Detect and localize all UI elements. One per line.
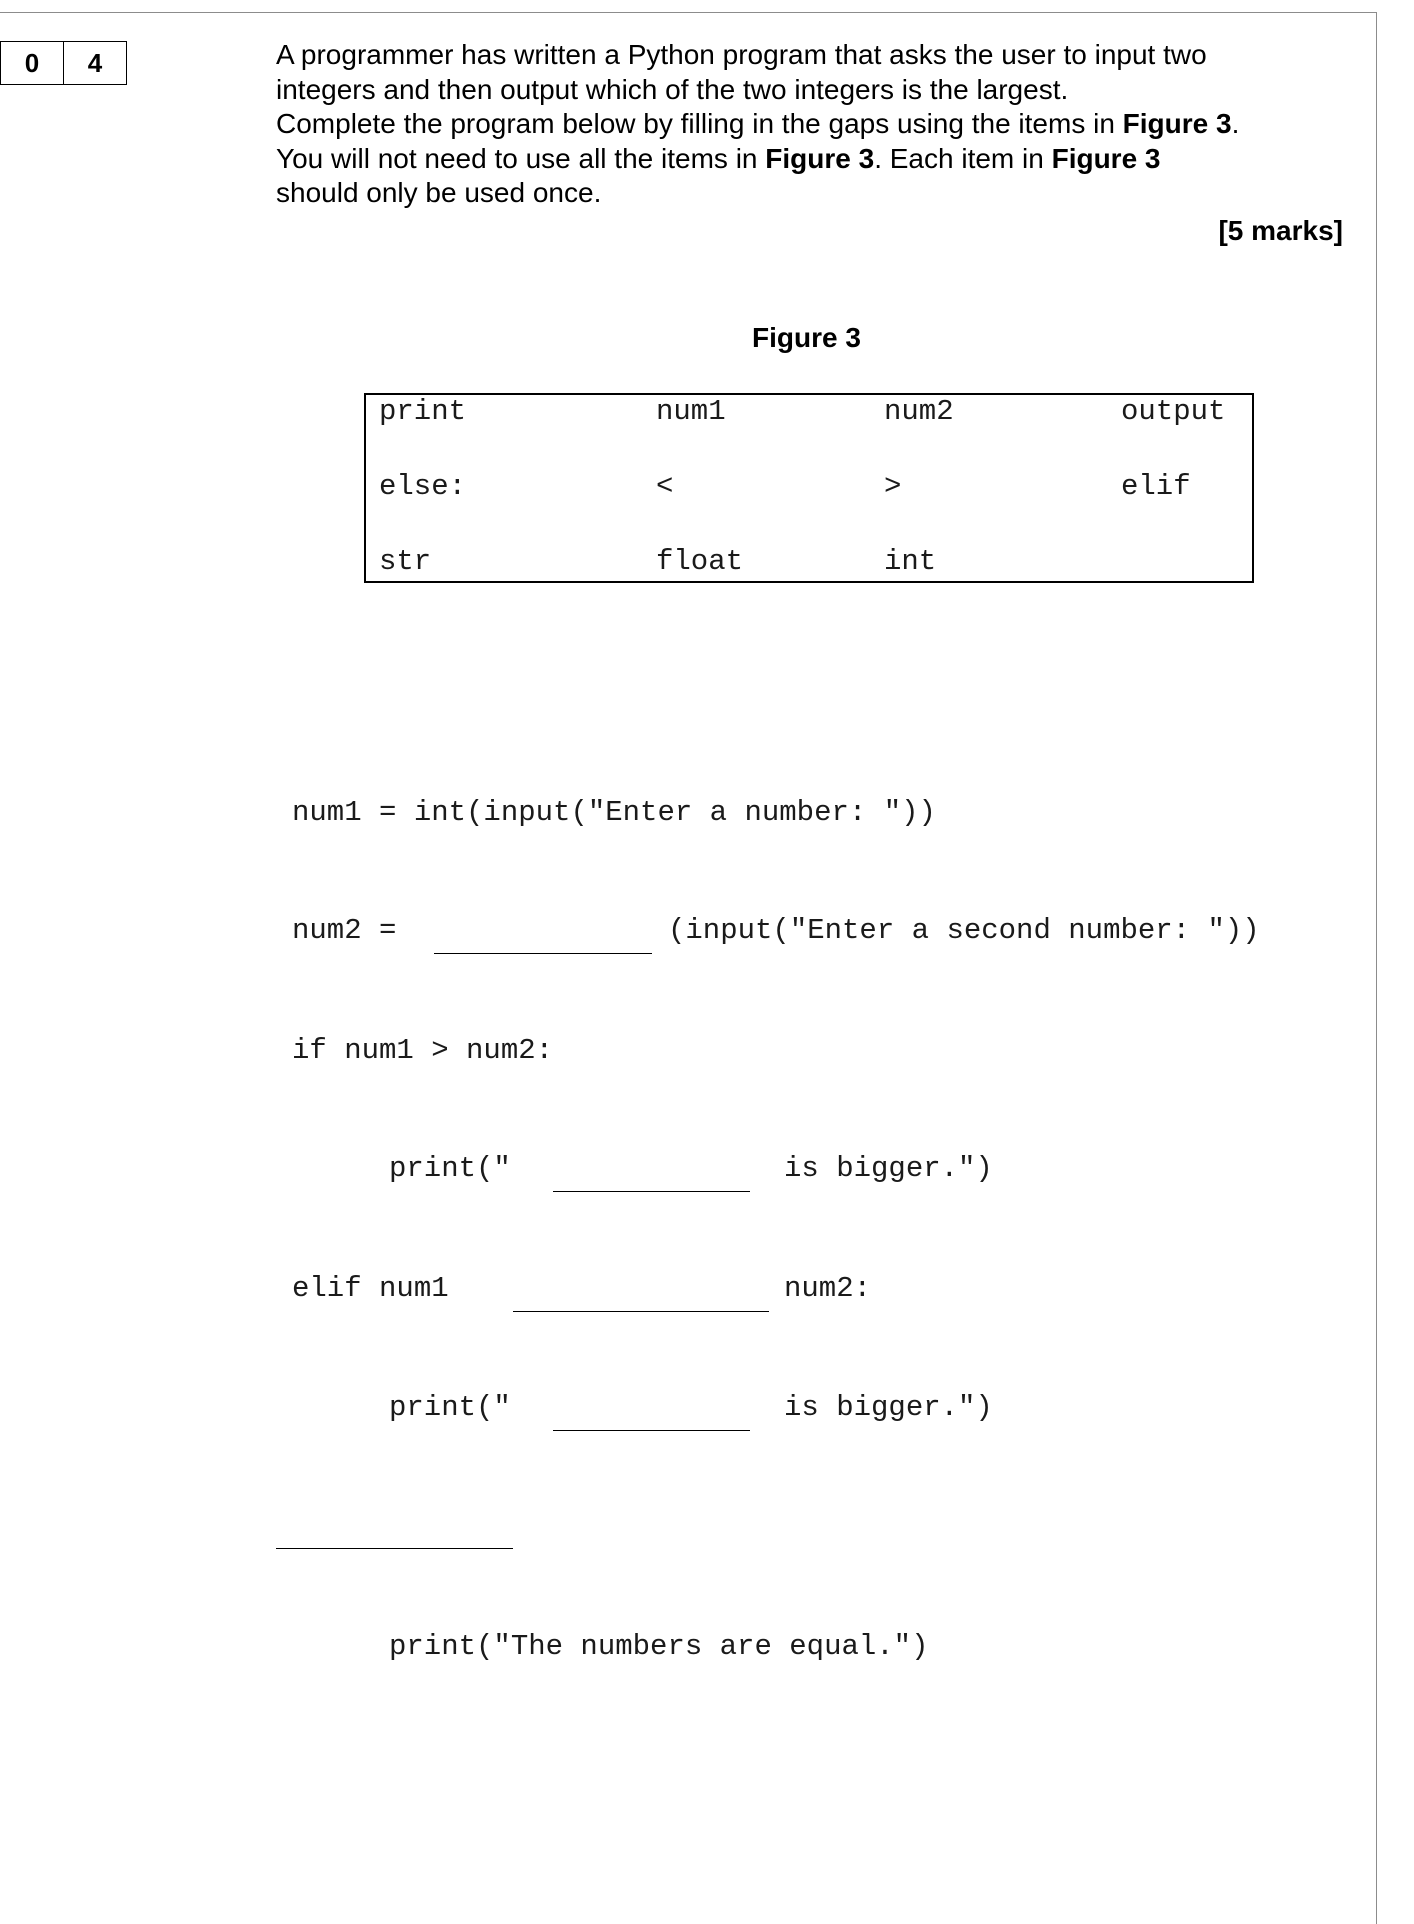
instruction-text: . (1231, 108, 1240, 139)
code-line: elif num1 (292, 1272, 449, 1305)
page-border-right (1376, 12, 1377, 1924)
code-line: is bigger.") (784, 1152, 993, 1185)
figure-item: < (656, 470, 674, 503)
instruction-line: should only be used once. (276, 177, 602, 208)
figure-caption: Figure 3 (752, 322, 861, 353)
figure-reference: Figure 3 (1122, 108, 1232, 139)
intro-line: integers and then output which of the two integers is the largest. (276, 73, 1069, 105)
figure-item: num1 (656, 395, 726, 428)
figure-item: elif (1121, 470, 1191, 503)
answer-gap-5[interactable] (276, 1548, 513, 1549)
figure-item: float (656, 545, 744, 578)
figure-items-table (364, 393, 1254, 583)
figure-item: else: (379, 470, 467, 503)
question-number-box (0, 41, 127, 85)
instruction-text: You will not need to use all the items in (276, 142, 766, 174)
instruction-line (276, 107, 1356, 142)
figure-item: str (379, 545, 432, 578)
code-line: num2 = (292, 914, 397, 947)
instruction-text: . Each item in (874, 142, 1052, 174)
figure-item: output (1121, 395, 1226, 428)
figure-reference: Figure 3 (1051, 142, 1161, 174)
question-number-digit: 0 (1, 42, 64, 84)
code-line: num2: (784, 1272, 872, 1305)
marks-label: [5 marks] (1218, 215, 1343, 246)
figure-item: print (379, 395, 467, 428)
answer-gap-3[interactable] (513, 1311, 769, 1312)
figure-item: > (884, 470, 902, 503)
figure-item: num2 (884, 395, 954, 428)
code-line: (input("Enter a second number: ")) (668, 914, 1260, 947)
code-line: print("The numbers are equal.") (389, 1630, 929, 1663)
answer-gap-2[interactable] (553, 1191, 750, 1192)
instruction-line (276, 142, 1356, 177)
code-line: if num1 > num2: (292, 1034, 554, 1067)
answer-gap-1[interactable] (434, 953, 652, 954)
figure-item: int (884, 545, 937, 578)
code-line: print(" (389, 1152, 511, 1185)
code-line: num1 = int(input("Enter a number: ")) (292, 796, 936, 829)
code-line: print(" (389, 1391, 511, 1424)
instruction-text: Complete the program below by filling in the gaps using the items in (276, 108, 1123, 139)
question-number-digit: 4 (87, 47, 103, 78)
page-border-top (0, 12, 1377, 13)
figure-reference: Figure 3 (765, 142, 875, 174)
question-text (276, 38, 1356, 211)
code-line: is bigger.") (784, 1391, 993, 1424)
intro-line: A programmer has written a Python program that asks the user to input two (276, 39, 1207, 70)
answer-gap-4[interactable] (553, 1430, 750, 1431)
